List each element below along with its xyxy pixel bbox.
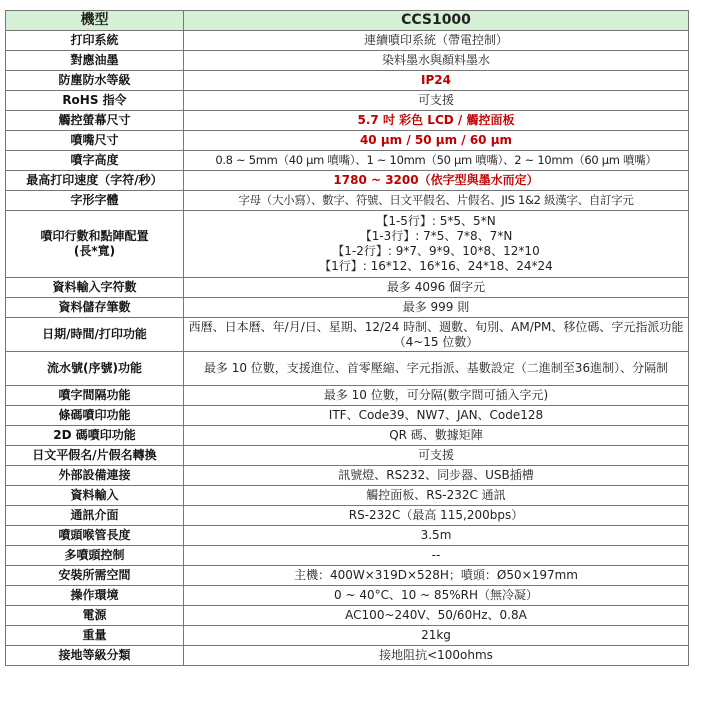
table-header-row xyxy=(6,11,689,31)
table-row xyxy=(6,278,689,298)
row-label: 噴字高度 xyxy=(6,151,184,171)
table-row xyxy=(6,171,689,191)
row-label: 防塵防水等級 xyxy=(6,71,184,91)
row-label: 資料輸入字符數 xyxy=(6,278,184,298)
dot-matrix-line: 【1行】: 16*12、16*16、24*18、24*24 xyxy=(319,259,553,273)
row-label: 接地等級分類 xyxy=(6,646,184,666)
row-label: 2D 碼噴印功能 xyxy=(6,426,184,446)
table-row xyxy=(6,91,689,111)
row-label: 安裝所需空間 xyxy=(6,566,184,586)
row-value: 最多 10 位數，支援進位、首零壓縮、字元指派、基數設定（二進制至36進制）、分隔制 xyxy=(184,352,689,386)
row-label-line: 噴印行數和點陣配置 xyxy=(40,229,149,243)
spec-table xyxy=(5,10,689,666)
table-row xyxy=(6,466,689,486)
table-row xyxy=(6,426,689,446)
row-label: 條碼噴印功能 xyxy=(6,406,184,426)
row-label: 日期/時間/打印功能 xyxy=(6,318,184,352)
row-label: 噴嘴尺寸 xyxy=(6,131,184,151)
dot-matrix-line: 【1-2行】: 9*7、9*9、10*8、12*10 xyxy=(332,244,540,258)
table-row xyxy=(6,111,689,131)
table-row xyxy=(6,526,689,546)
row-value: -- xyxy=(184,546,689,566)
header-model: CCS1000 xyxy=(184,11,689,31)
row-label: 通訊介面 xyxy=(6,506,184,526)
row-label: 打印系統 xyxy=(6,31,184,51)
row-value xyxy=(184,211,689,278)
row-label: 最高打印速度（字符/秒） xyxy=(6,171,184,191)
row-value: 3.5m xyxy=(184,526,689,546)
row-value: 1780 ~ 3200（依字型與墨水而定） xyxy=(184,171,689,191)
row-value: 最多 999 則 xyxy=(184,298,689,318)
row-label: 噴字間隔功能 xyxy=(6,386,184,406)
row-label: 字形字體 xyxy=(6,191,184,211)
table-row xyxy=(6,566,689,586)
row-value: 染料墨水與顏料墨水 xyxy=(184,51,689,71)
table-row xyxy=(6,446,689,466)
row-label: 操作環境 xyxy=(6,586,184,606)
table-row xyxy=(6,486,689,506)
row-value: 西曆、日本曆、年/月/日、星期、12/24 時制、週數、旬別、AM/PM、移位碼、字元指派功能（4~15 位數） xyxy=(184,318,689,352)
row-label: 外部設備連接 xyxy=(6,466,184,486)
row-label: 觸控螢幕尺寸 xyxy=(6,111,184,131)
dot-matrix-line: 【1-3行】: 7*5、7*8、7*N xyxy=(359,229,513,243)
row-value: 最多 10 位數，可分隔(數字間可插入字元) xyxy=(184,386,689,406)
header-label: 機型 xyxy=(6,11,184,31)
row-label: 流水號(序號)功能 xyxy=(6,352,184,386)
table-row xyxy=(6,151,689,171)
row-label: 多噴頭控制 xyxy=(6,546,184,566)
row-value: QR 碼、數據矩陣 xyxy=(184,426,689,446)
table-row xyxy=(6,646,689,666)
table-row xyxy=(6,51,689,71)
table-row xyxy=(6,131,689,151)
table-row xyxy=(6,386,689,406)
table-row xyxy=(6,606,689,626)
row-value: 可支援 xyxy=(184,91,689,111)
row-label: 噴頭喉管長度 xyxy=(6,526,184,546)
row-value: 可支援 xyxy=(184,446,689,466)
row-value: 主機：400W×319D×528H；噴頭：Ø50×197mm xyxy=(184,566,689,586)
row-value: 訊號燈、RS232、同步器、USB插槽 xyxy=(184,466,689,486)
table-row xyxy=(6,352,689,386)
row-value: 最多 4096 個字元 xyxy=(184,278,689,298)
row-label: 電源 xyxy=(6,606,184,626)
row-value: RS-232C（最高 115,200bps） xyxy=(184,506,689,526)
row-value: 0.8 ~ 5mm（40 μm 噴嘴）、1 ~ 10mm（50 μm 噴嘴）、2 ~ 10mm（60 μm 噴嘴） xyxy=(184,151,689,171)
row-label-line: (長*寬) xyxy=(73,244,116,258)
row-label: RoHS 指令 xyxy=(6,91,184,111)
row-value: 21kg xyxy=(184,626,689,646)
table-row xyxy=(6,211,689,278)
table-row xyxy=(6,31,689,51)
row-label: 資料輸入 xyxy=(6,486,184,506)
row-value: 連續噴印系統（帶電控制） xyxy=(184,31,689,51)
row-label: 日文平假名/片假名轉換 xyxy=(6,446,184,466)
table-row xyxy=(6,506,689,526)
row-label: 對應油墨 xyxy=(6,51,184,71)
row-label: 重量 xyxy=(6,626,184,646)
row-value: 接地阻抗<100ohms xyxy=(184,646,689,666)
table-row xyxy=(6,546,689,566)
row-value: ITF、Code39、NW7、JAN、Code128 xyxy=(184,406,689,426)
table-row xyxy=(6,71,689,91)
row-value: 5.7 吋 彩色 LCD / 觸控面板 xyxy=(184,111,689,131)
row-label: 資料儲存筆數 xyxy=(6,298,184,318)
row-label xyxy=(6,211,184,278)
row-value: 觸控面板、RS-232C 通訊 xyxy=(184,486,689,506)
row-value: 字母（大小寫）、數字、符號、日文平假名、片假名、JIS 1&2 級漢字、自訂字元 xyxy=(184,191,689,211)
table-row xyxy=(6,406,689,426)
table-row xyxy=(6,298,689,318)
row-value: 40 μm / 50 μm / 60 μm xyxy=(184,131,689,151)
table-row xyxy=(6,318,689,352)
row-value: IP24 xyxy=(184,71,689,91)
dot-matrix-line: 【1-5行】: 5*5、5*N xyxy=(376,214,496,228)
row-value: 0 ~ 40°C、10 ~ 85%RH（無冷凝） xyxy=(184,586,689,606)
table-row xyxy=(6,626,689,646)
table-row xyxy=(6,586,689,606)
row-value: AC100~240V、50/60Hz、0.8A xyxy=(184,606,689,626)
table-row xyxy=(6,191,689,211)
